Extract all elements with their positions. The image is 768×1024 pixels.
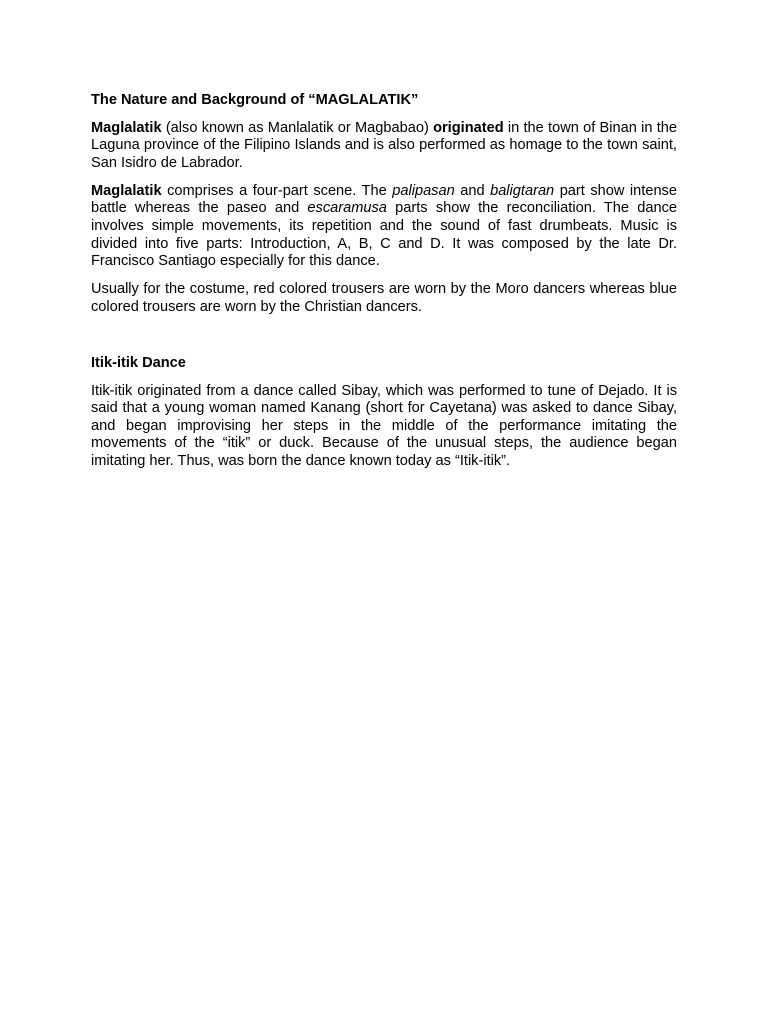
paragraph-text: and — [454, 182, 491, 199]
term-maglalatik: Maglalatik — [91, 119, 162, 136]
paragraph-text: parts show the reconciliation. The dance involves simple movements, its repetition and the sound of fast drumbeats. Music is divided into five parts: Introduction, A, B, C and D. It was composed by the late Dr. Francisco Santiago especially for this dance. — [91, 200, 677, 270]
term-palipasan: palipasan — [392, 182, 455, 199]
paragraph-text: (also known as Manlalatik or Magbabao) — [161, 119, 434, 136]
section-spacer — [91, 327, 677, 355]
paragraph-maglalatik-scenes — [91, 183, 677, 271]
term-escaramusa: escaramusa — [307, 200, 387, 217]
paragraph-maglalatik-origin — [91, 120, 677, 173]
term-originated: originated — [433, 119, 504, 136]
paragraph-text: comprises a four-part scene. The — [161, 182, 393, 199]
section-heading-maglalatik: The Nature and Background of “MAGLALATIK” — [91, 92, 419, 108]
term-baligtaran: baligtaran — [490, 182, 555, 199]
paragraph-maglalatik-costume: Usually for the costume, red colored trousers are worn by the Moro dancers whereas blue colored trousers are worn by the Christian dancers. — [91, 281, 677, 315]
paragraph-text: part show intense battle whereas the paseo and — [91, 182, 677, 217]
document-body — [91, 92, 677, 481]
term-maglalatik: Maglalatik — [91, 182, 162, 199]
section-heading-itik-itik: Itik-itik Dance — [91, 355, 186, 372]
paragraph-text: in the town of Binan in the Laguna province of the Filipino Islands and is also performed as homage to the town saint, San Isidro de Labrador. — [91, 119, 678, 171]
paragraph-itik-itik-origin: Itik-itik originated from a dance called Sibay, which was performed to tune of Dejado. It is said that a young woman named Kanang (short for Cayetana) was asked to dance Sibay, and began improvising her steps in the middle of the performance imitating the movements of the “itik” or duck. Because of the unusual steps, the audience began imitating her. Thus, was born the dance known today as “Itik-itik”. — [91, 382, 677, 469]
